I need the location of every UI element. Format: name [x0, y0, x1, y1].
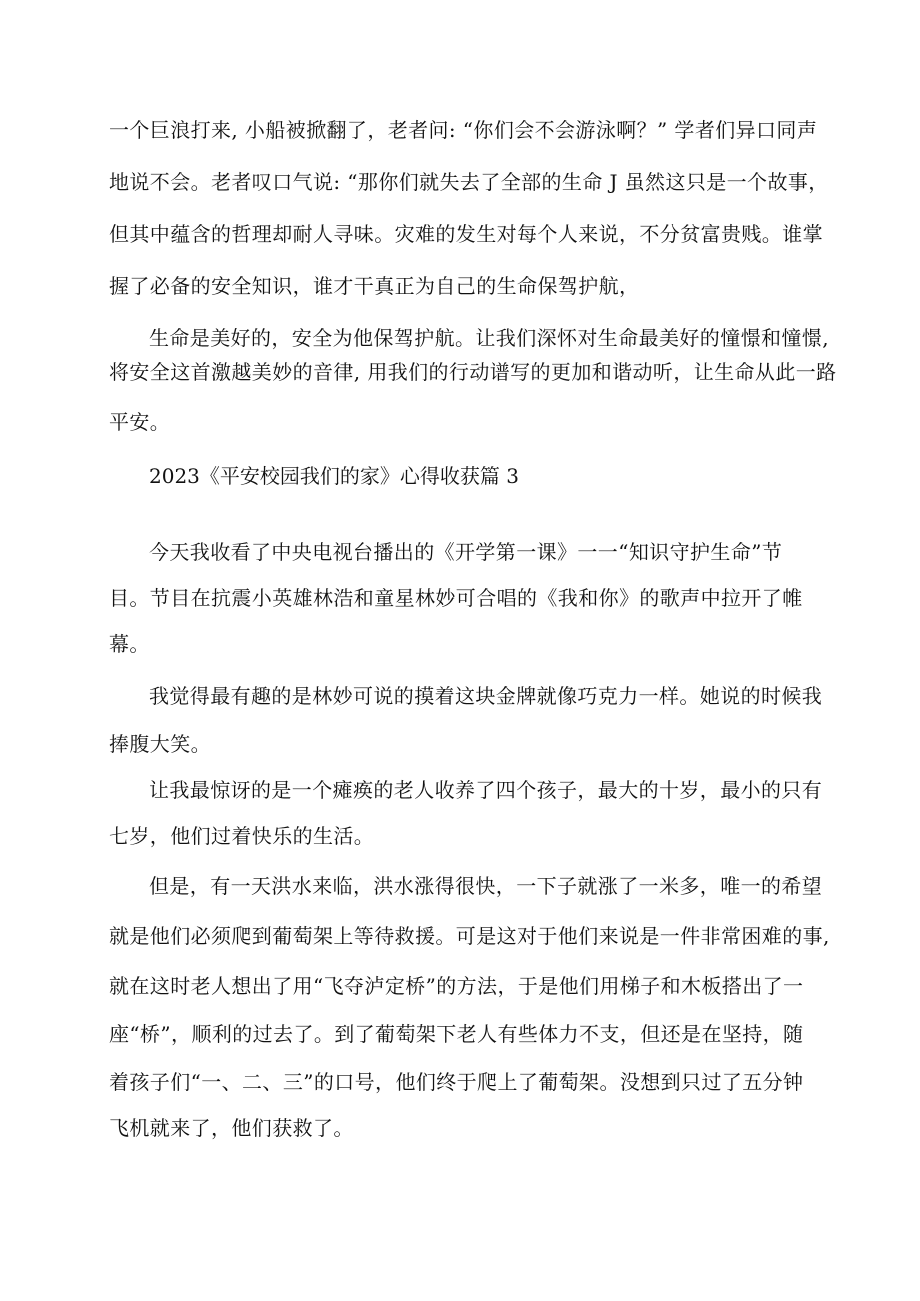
- paragraph-3-line-3: 幕。: [109, 632, 150, 656]
- paragraph-2-line-3: 平安。: [109, 410, 171, 434]
- paragraph-1-line-3: 但其中蕴含的哲理却耐人寻味。灾难的发生对每个人来说，不分贫富贵贱。谁掌: [109, 222, 823, 246]
- paragraph-6-line-6: 飞机就来了，他们获救了。: [109, 1116, 354, 1140]
- paragraph-6-line-4: 座“桥”，顺利的过去了。到了葡萄架下老人有些体力不支，但还是在坚持，随: [109, 1022, 804, 1046]
- section-heading: 2023《平安校园我们的家》心得收获篇 3: [149, 464, 519, 488]
- paragraph-3-line-1: 今天我收看了中央电视台播出的《开学第一课》一一“知识守护生命”节: [149, 540, 783, 564]
- paragraph-6-line-2: 就是他们必须爬到葡萄架上等待救援。可是这对于他们来说是一件非常困难的事,: [109, 924, 830, 948]
- paragraph-4-line-2: 捧腹大笑。: [109, 732, 211, 756]
- paragraph-5-line-2: 七岁，他们过着快乐的生活。: [109, 824, 375, 848]
- paragraph-4-line-1: 我觉得最有趣的是林妙可说的摸着这块金牌就像巧克力一样。她说的时候我: [149, 684, 823, 708]
- paragraph-1-line-1: 一个巨浪打来, 小船被掀翻了，老者问: “你们会不会游泳啊？” 学者们异口同声: [109, 118, 818, 142]
- paragraph-6-line-1: 但是，有一天洪水来临，洪水涨得很快，一下子就涨了一米多，唯一的希望: [149, 874, 823, 898]
- paragraph-6-line-3: 就在这时老人想出了用“飞夺泸定桥”的方法，于是他们用梯子和木板搭出了一: [109, 974, 804, 998]
- paragraph-2-line-2: 将安全这首激越美妙的音律, 用我们的行动谱写的更加和谐动听，让生命从此一路: [109, 360, 837, 384]
- paragraph-5-line-1: 让我最惊讶的是一个瘫痪的老人收养了四个孩子，最大的十岁，最小的只有: [149, 778, 823, 802]
- paragraph-2-line-1: 生命是美好的，安全为他保驾护航。让我们深怀对生命最美好的憧憬和憧憬,: [149, 326, 829, 350]
- paragraph-1-line-2: 地说不会。老者叹口气说: “那你们就失去了全部的生命 J 虽然这只是一个故事，: [109, 170, 829, 194]
- paragraph-6-line-5: 着孩子们“一、二、三”的口号，他们终于爬上了葡萄架。没想到只过了五分钟: [109, 1070, 804, 1094]
- paragraph-1-line-4: 握了必备的安全知识，谁才干真正为自己的生命保驾护航，: [109, 274, 640, 298]
- paragraph-3-line-2: 目。节目在抗震小英雄林浩和童星林妙可合唱的《我和你》的歌声中拉开了帷: [109, 586, 803, 610]
